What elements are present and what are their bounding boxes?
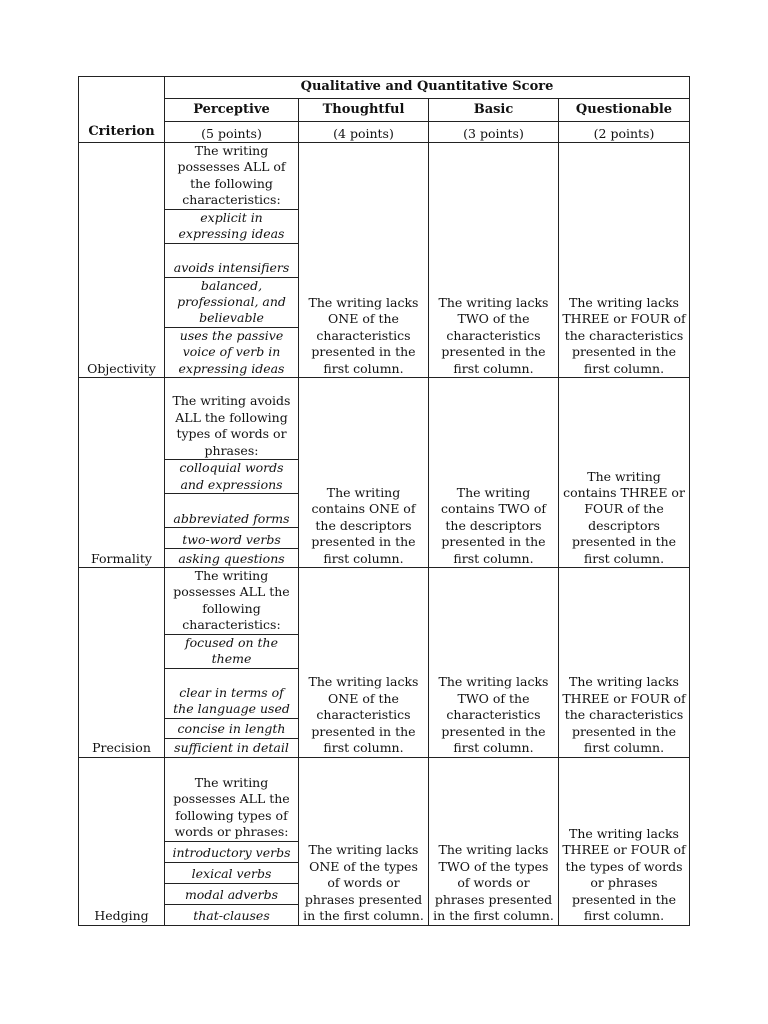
precision-thoughtful: The writing lacks ONE of the characteristics presented in the first column. [299, 568, 429, 757]
rubric-table [78, 76, 690, 926]
hedging-item: lexical verbs [165, 862, 299, 883]
criterion-header: Criterion [79, 77, 165, 143]
hedging-questionable: The writing lacks THREE or FOUR of the types of words or phrases presented in the first column. [559, 757, 690, 925]
objectivity-basic: The writing lacks TWO of the characteristics presented in the first column. [429, 143, 559, 378]
formality-basic: The writing contains TWO of the descriptors presented in the first column. [429, 378, 559, 568]
objectivity-thoughtful: The writing lacks ONE of the characteristics presented in the first column. [299, 143, 429, 378]
objectivity-item: uses the passive voice of verb in expressing ideas [165, 327, 299, 377]
hedging-item: modal adverbs [165, 883, 299, 904]
precision-item: clear in terms of the language used [165, 668, 299, 718]
objectivity-questionable: The writing lacks THREE or FOUR of the characteristics presented in the first column. [559, 143, 690, 378]
objectivity-intro: The writing possesses ALL of the following characteristics: [165, 143, 299, 210]
level-basic: Basic [429, 99, 559, 122]
points-perceptive: (5 points) [165, 122, 299, 143]
level-perceptive: Perceptive [165, 99, 299, 122]
hedging-item: that-clauses [165, 904, 299, 925]
level-questionable: Questionable [559, 99, 690, 122]
formality-questionable: The writing contains THREE or FOUR of the descriptors presented in the first column. [559, 378, 690, 568]
objectivity-item: avoids intensifiers [165, 243, 299, 277]
criterion-hedging: Hedging [79, 757, 165, 925]
criterion-precision: Precision [79, 568, 165, 757]
precision-item: focused on the theme [165, 634, 299, 668]
score-group-title: Qualitative and Quantitative Score [165, 77, 690, 99]
formality-thoughtful: The writing contains ONE of the descriptors presented in the first column. [299, 378, 429, 568]
criterion-formality: Formality [79, 378, 165, 568]
hedging-basic: The writing lacks TWO of the types of words or phrases presented in the first column. [429, 757, 559, 925]
precision-item: concise in length [165, 718, 299, 738]
formality-item: abbreviated forms [165, 494, 299, 528]
objectivity-item: balanced, professional, and believable [165, 277, 299, 327]
hedging-thoughtful: The writing lacks ONE of the types of words or phrases presented in the first column. [299, 757, 429, 925]
precision-intro: The writing possesses ALL the following characteristics: [165, 568, 299, 635]
precision-basic: The writing lacks TWO of the characteristics presented in the first column. [429, 568, 559, 757]
hedging-intro: The writing possesses ALL the following types of words or phrases: [165, 757, 299, 841]
points-questionable: (2 points) [559, 122, 690, 143]
points-basic: (3 points) [429, 122, 559, 143]
formality-item: asking questions [165, 549, 299, 568]
criterion-objectivity: Objectivity [79, 143, 165, 378]
level-thoughtful: Thoughtful [299, 99, 429, 122]
hedging-item: introductory verbs [165, 841, 299, 862]
precision-questionable: The writing lacks THREE or FOUR of the characteristics presented in the first column. [559, 568, 690, 757]
points-thoughtful: (4 points) [299, 122, 429, 143]
formality-item: colloquial words and expressions [165, 460, 299, 494]
formality-intro: The writing avoids ALL the following types of words or phrases: [165, 378, 299, 460]
formality-item: two-word verbs [165, 528, 299, 549]
objectivity-item: explicit in expressing ideas [165, 209, 299, 243]
precision-item: sufficient in detail [165, 738, 299, 757]
